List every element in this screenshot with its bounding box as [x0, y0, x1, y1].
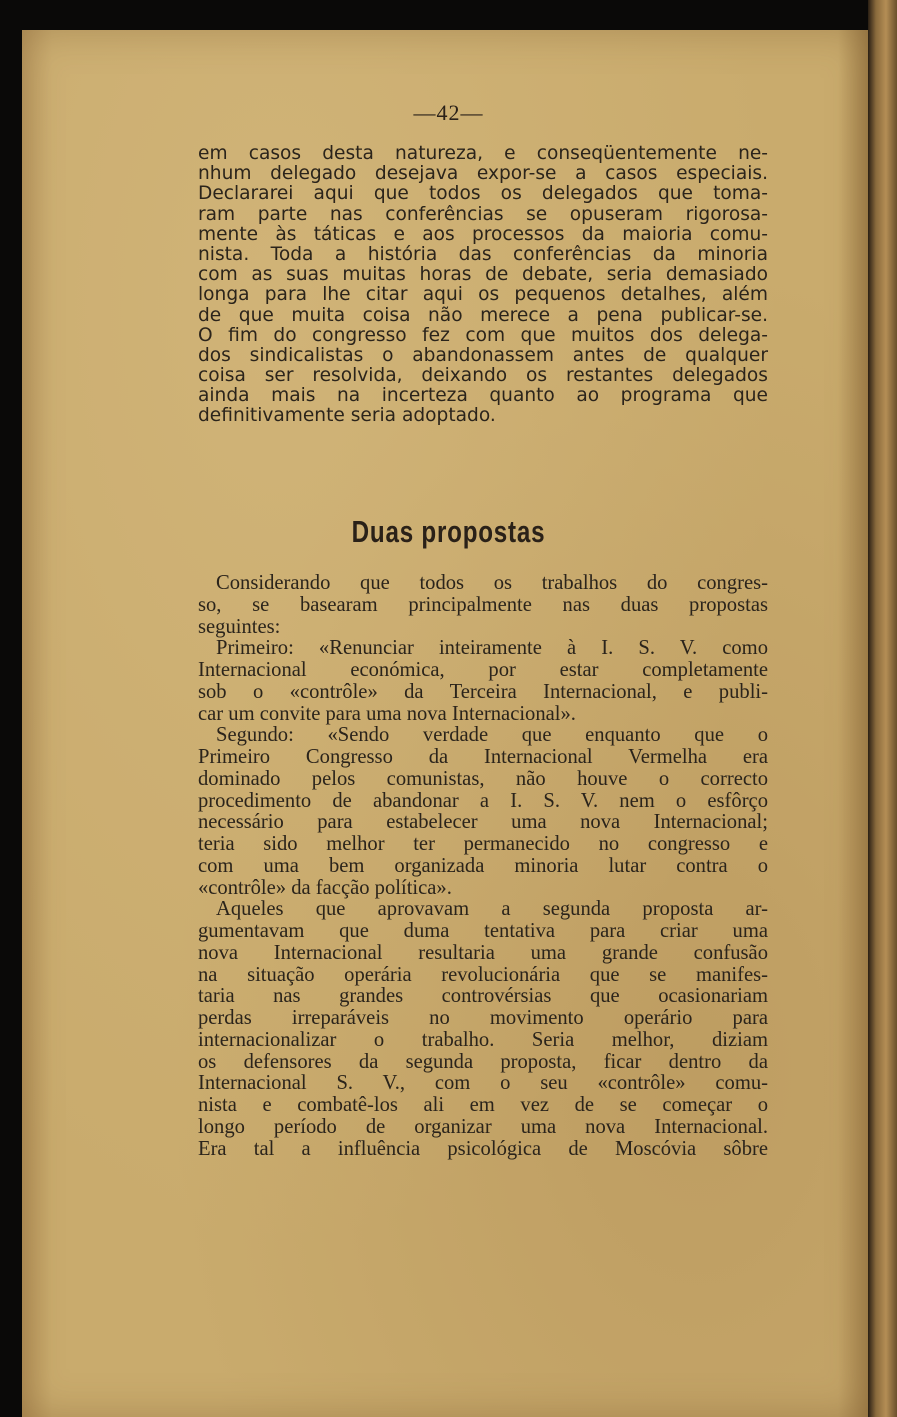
text-line: com as suas muitas horas de debate, seria demasiado — [198, 264, 768, 286]
text-line: nhum delegado desejava expor-se a casos especiais. — [198, 163, 768, 185]
paragraph-2 — [198, 573, 768, 1160]
text-line: dominado pelos comunistas, não houve o correcto — [198, 767, 768, 790]
text-line: Declararei aqui que todos os delegados que toma- — [198, 183, 768, 205]
section-heading: Duas propostas — [351, 514, 546, 549]
text-line: perdas irreparáveis no movimento operário para — [198, 1007, 768, 1029]
text-line: seguintes: — [198, 615, 281, 638]
text-line: com uma bem organizada minoria lutar contra o — [198, 854, 768, 877]
text-line: nista. Toda a história das conferências da minoria — [198, 243, 768, 265]
text-line: Era tal a influência psicológica de Moscóvia sôbre — [198, 1137, 768, 1160]
text-line: teria sido melhor ter permanecido no congresso e — [198, 833, 768, 855]
text-line: procedimento de abandonar a I. S. V. nem o esfôrço — [198, 789, 768, 812]
text-line: sob o «contrôle» da Terceira Internacional, e publi- — [198, 680, 768, 703]
text-line: car um convite para uma nova Internacional». — [198, 702, 576, 725]
text-line: internacionalizar o trabalho. Seria melhor, diziam — [198, 1028, 768, 1051]
text-line: Primeiro: «Renunciar inteiramente à I. S. V. como — [216, 637, 768, 660]
paragraph-1 — [198, 144, 768, 427]
text-line: Considerando que todos os trabalhos do congres- — [216, 572, 768, 594]
text-line: nista e combatê-los ali em vez de se começar o — [198, 1094, 768, 1116]
text-line: ram parte nas conferências se opuseram rigorosa- — [198, 203, 768, 225]
text-line: ainda mais na incerteza quanto ao programa que — [198, 385, 768, 407]
text-line: longa para lhe citar aqui os pequenos detalhes, além — [198, 284, 768, 306]
text-line: O fim do congresso fez com que muitos dos delega- — [198, 324, 768, 346]
text-line: dos sindicalistas o abandonassem antes de qualquer — [198, 344, 768, 366]
text-line: definitivamente seria adoptado. — [198, 405, 496, 427]
text-line: de que muita coisa não merece a pena publicar-se. — [198, 304, 768, 326]
text-line: Internacional S. V., com o seu «contrôle» comu- — [198, 1072, 768, 1095]
text-line: necessário para estabelecer uma nova Internacional; — [198, 811, 768, 834]
text-line: Primeiro Congresso da Internacional Vermelha era — [198, 746, 768, 768]
text-line: Internacional económica, por estar completamente — [198, 659, 768, 681]
text-line: Segundo: «Sendo verdade que enquanto que o — [216, 724, 768, 747]
text-line: Aqueles que aprovavam a segunda proposta ar- — [216, 898, 768, 921]
text-line: so, se basearam principalmente nas duas propostas — [198, 593, 768, 616]
text-line: longo período de organizar uma nova Internacional. — [198, 1115, 768, 1138]
book-edge — [868, 0, 897, 1417]
text-line: em casos desta natureza, e conseqüentemente ne- — [198, 143, 768, 164]
text-line: gumentavam que duma tentativa para criar uma — [198, 920, 768, 942]
text-line: nova Internacional resultaria uma grande confusão — [198, 941, 768, 964]
text-line: taria nas grandes controvérsias que ocasionariam — [198, 985, 768, 1008]
text-line: os defensores da segunda proposta, ficar dentro da — [198, 1050, 768, 1073]
text-line: «contrôle» da facção política». — [198, 876, 452, 899]
text-line: mente às táticas e aos processos da maioria comu- — [198, 223, 768, 245]
text-line: na situação operária revolucionária que se manifes- — [198, 963, 768, 986]
text-line: coisa ser resolvida, deixando os restantes delegados — [198, 365, 768, 387]
page-number: —42— — [413, 100, 484, 125]
